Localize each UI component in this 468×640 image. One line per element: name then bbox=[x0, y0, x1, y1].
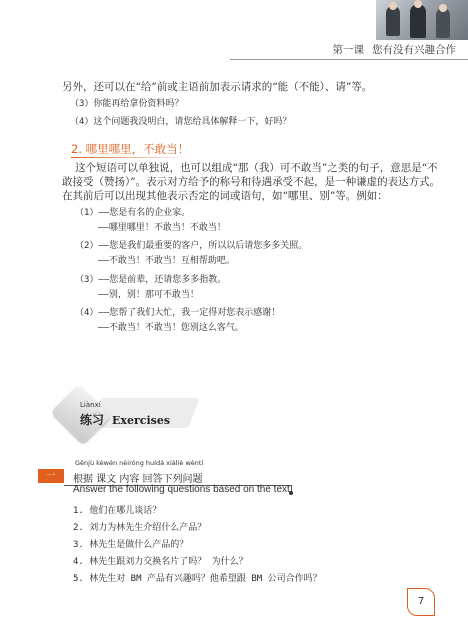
lesson-number: 第一课 bbox=[332, 44, 364, 56]
example-2-line-a: （2）——您是我们最重要的客户，所以以后请您多多关照。 bbox=[75, 241, 308, 251]
example-2-line-b: ——不敢当！不敢当！互相帮助吧。 bbox=[98, 256, 235, 266]
section-paragraph-line: 这个短语可以单独说，也可以组成“那（我）可不敢当”之类的句子，意思是“不 bbox=[75, 162, 438, 174]
task-pinyin: Gēnjù kèwén nèiróng huídá xiàliè wèntí bbox=[75, 459, 204, 467]
example-3-line-a: （3）——您是前辈，还请您多多指教。 bbox=[75, 275, 227, 285]
question-item: 2. 刘力为林先生介绍什么产品？ bbox=[73, 523, 207, 533]
section-paragraph-line: 在其前后可以出现其他表示否定的词或语句，如“哪里、别”等。例如： bbox=[62, 190, 388, 202]
task-instruction-cn: 根据 课文 内容 回答下列问题 bbox=[73, 474, 203, 485]
question-item: 5. 林先生对 BM 产品有兴趣吗？他希望跟 BM 公司合作吗？ bbox=[73, 574, 322, 584]
section-title: 2. 哪里哪里，不敢当！ bbox=[71, 142, 190, 156]
question-item: 4. 林先生跟刘力交换名片了吗？ 为什么？ bbox=[73, 557, 248, 567]
exercises-heading bbox=[80, 411, 170, 428]
question-item: 1. 他们在哪儿谈话？ bbox=[73, 506, 162, 516]
example-4-line-a: （4）——您帮了我们大忙，我一定得对您表示感谢！ bbox=[75, 308, 281, 318]
exercises-pinyin: Liànxí bbox=[80, 401, 101, 409]
lesson-title: 您有没有兴趣合作 bbox=[372, 44, 456, 56]
example-4-line-b: ——不敢当！不敢当！您别这么客气。 bbox=[98, 323, 244, 333]
question-item: 3. 林先生是做什么产品的？ bbox=[73, 540, 189, 550]
example-3-line-b: ——别，别！那可不敢当！ bbox=[98, 290, 199, 300]
example-1-line-b: ——哪里哪里！不敢当！不敢当！ bbox=[98, 223, 226, 233]
example-1-line-a: （1）——您是有名的企业家。 bbox=[75, 208, 191, 218]
page-number: 7 bbox=[407, 588, 435, 616]
task-instruction-en: Answer the following questions based on the text bbox=[73, 484, 290, 495]
header-rule bbox=[230, 59, 468, 60]
section-title-underline bbox=[71, 157, 191, 158]
intro-example-3: （3）你能再给拿份资料吗？ bbox=[70, 99, 184, 109]
exercises-en: Exercises bbox=[112, 414, 171, 427]
exercises-cn: 练习 bbox=[80, 413, 105, 427]
intro-paragraph: 另外，还可以在“给”前或主语前加表示请求的“能（不能）、请”等。 bbox=[62, 81, 373, 93]
header-photo bbox=[376, 0, 468, 40]
running-header bbox=[333, 42, 457, 57]
section-paragraph-line: 敢接受（赞扬）”。表示对方给予的称号和待遇承受不起，是一种谦虚的表达方式。 bbox=[62, 176, 441, 188]
intro-example-4: （4）这个问题我没明白，请您给具体解释一下，好吗？ bbox=[70, 117, 292, 127]
task-number-badge: 一 bbox=[38, 469, 64, 483]
